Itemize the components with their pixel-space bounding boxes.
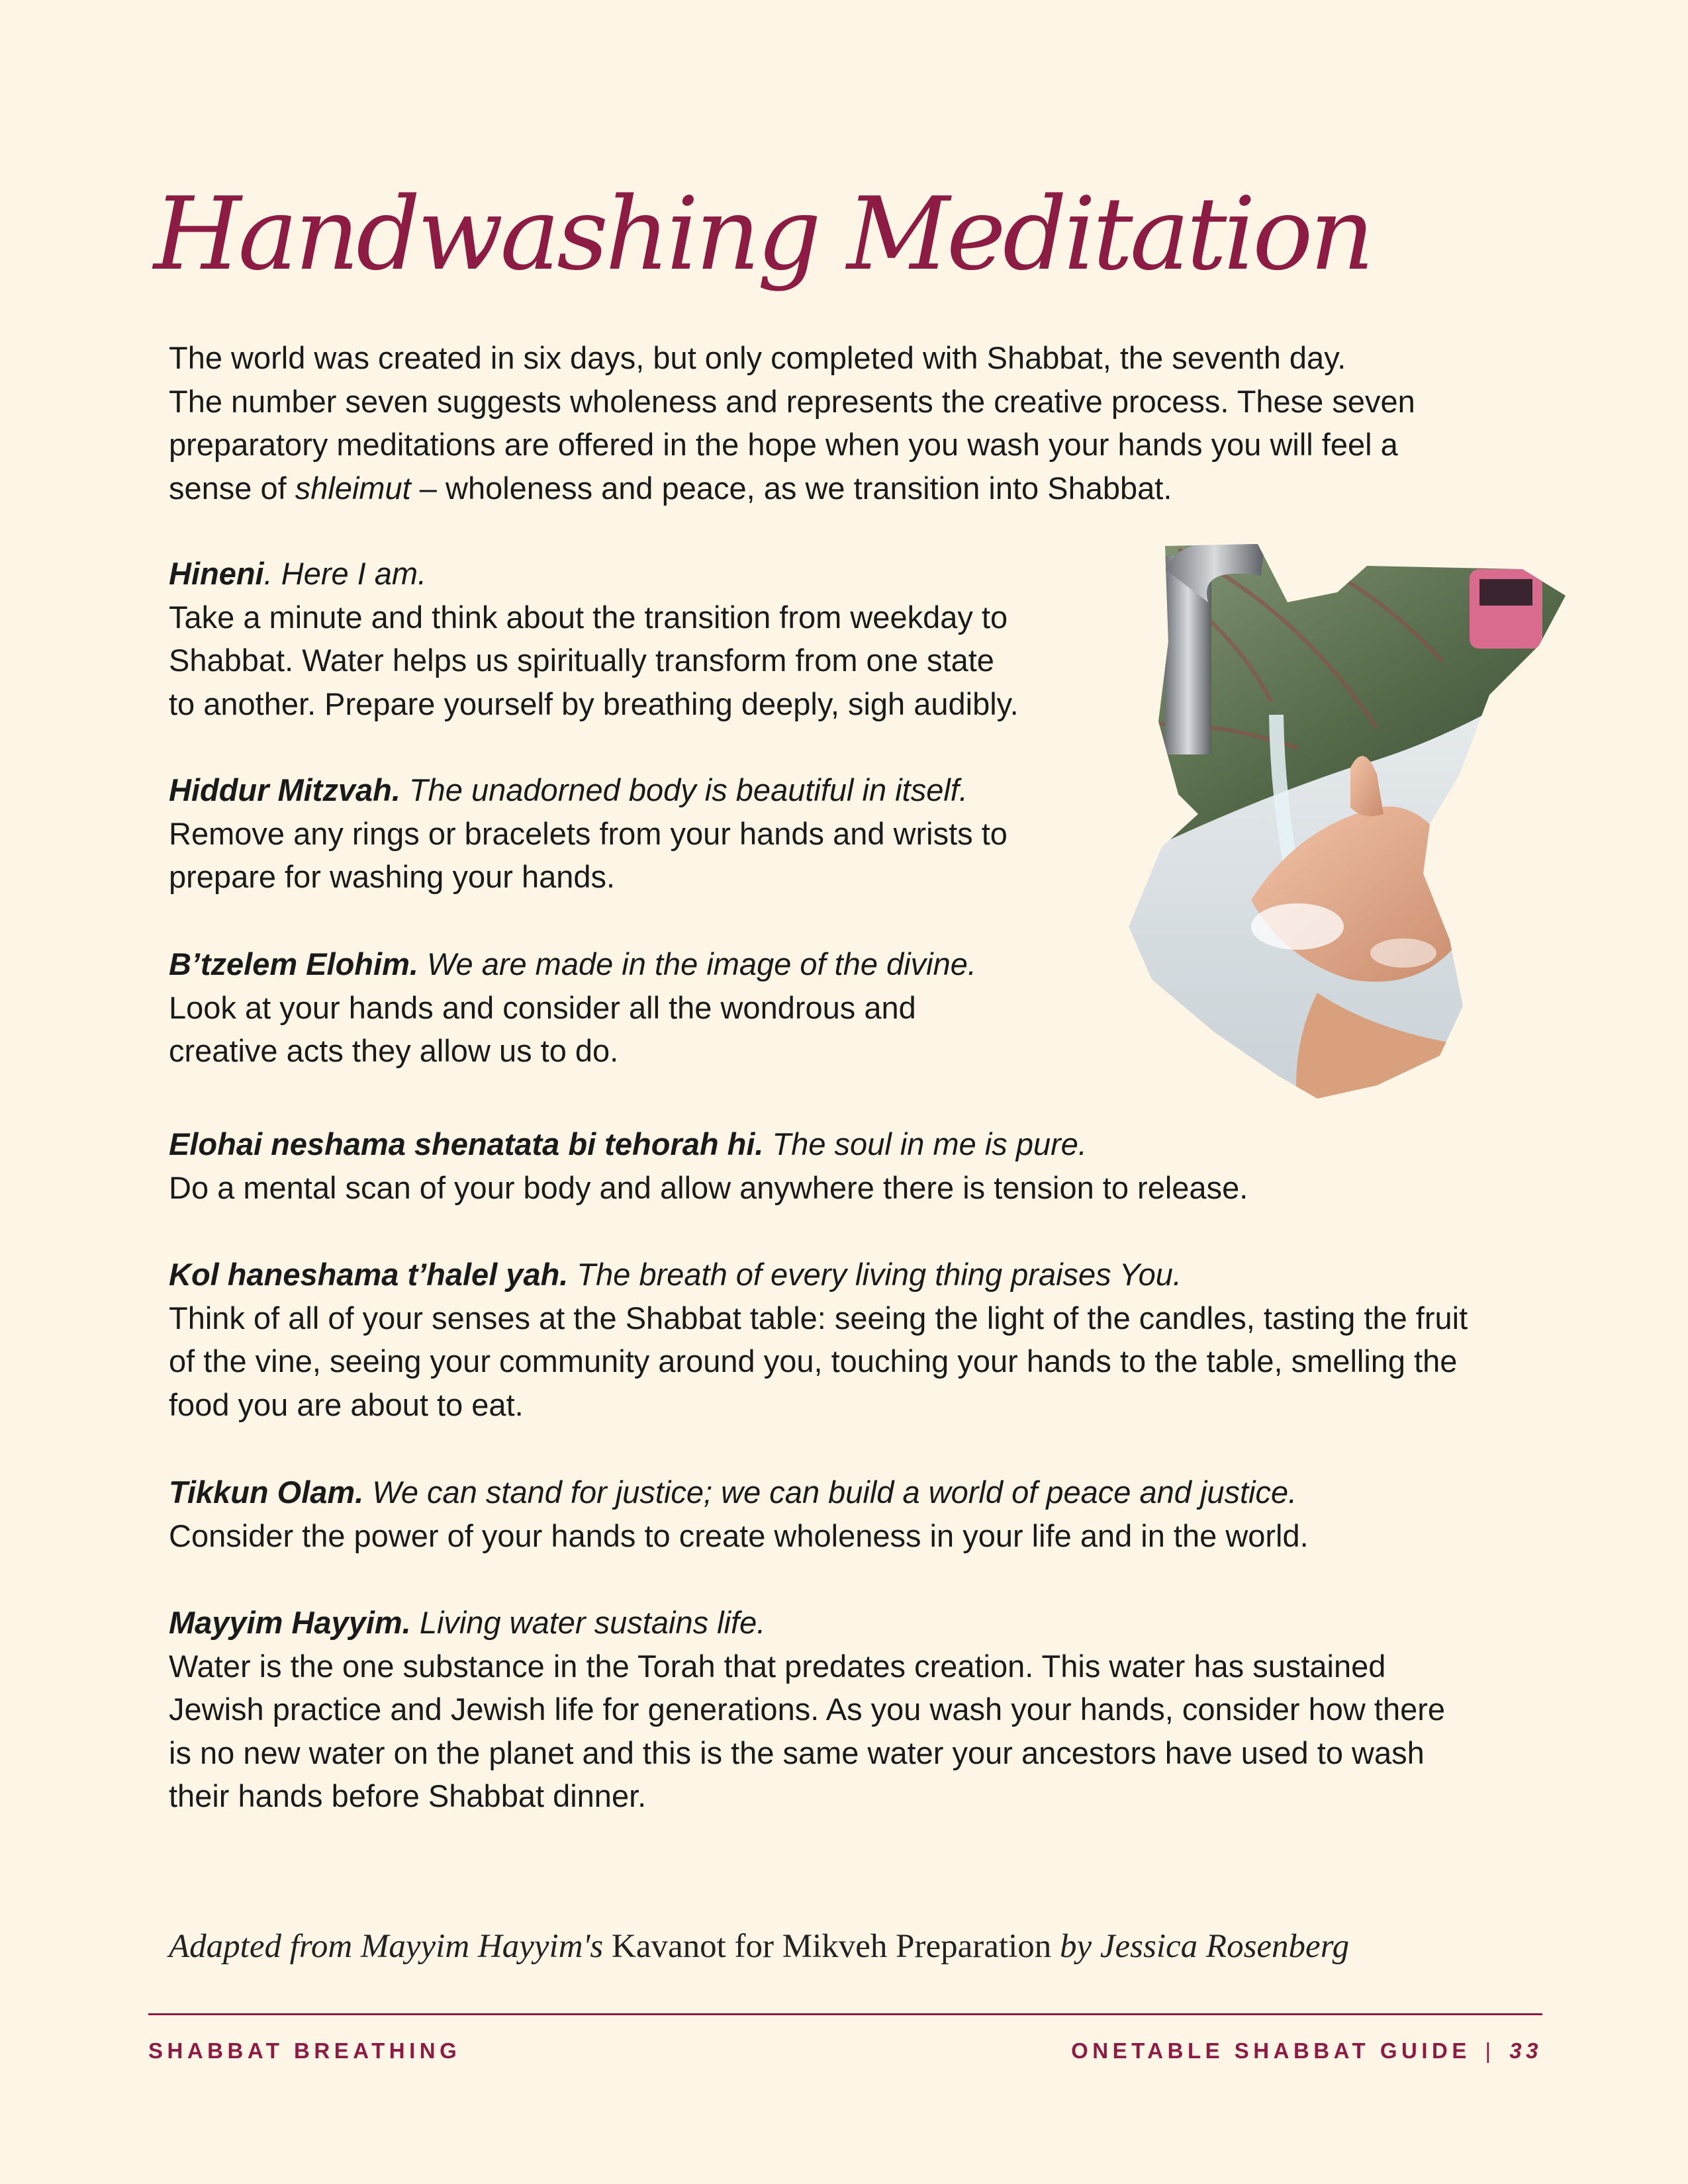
section-line: Think of all of your senses at the Shabbat table: seeing the light of the candles, tasting the fruit	[169, 1300, 1468, 1336]
section-lead	[169, 1122, 1248, 1166]
section-lead	[169, 1253, 1468, 1297]
meditation-tikkun-olam	[169, 1471, 1309, 1557]
page-title: Handwashing Meditation	[154, 175, 1372, 293]
footer-separator: |	[1485, 2038, 1495, 2063]
section-lead	[169, 1601, 1445, 1645]
section-term: Kol haneshama t’halel yah.	[169, 1257, 569, 1292]
section-line: to another. Prepare yourself by breathing deeply, sigh audibly.	[169, 686, 1019, 721]
section-line: Water is the one substance in the Torah that predates creation. This water has sustained	[169, 1648, 1386, 1684]
section-separator	[763, 1126, 772, 1161]
page-number: 33	[1509, 2038, 1542, 2063]
shleimut-term: shleimut	[295, 470, 411, 506]
section-lead	[169, 552, 1019, 596]
footer-section-name: SHABBAT BREATHING	[148, 2038, 461, 2063]
attribution-credit	[169, 1927, 1349, 1966]
intro-line: The number seven suggests wholeness and represents the creative process. These seven	[169, 383, 1415, 419]
credit-work: Kavanot for Mikveh Preparation	[603, 1928, 1060, 1965]
section-term: Hiddur Mitzvah.	[169, 772, 400, 807]
section-tagline: The unadorned body is beautiful in itself.	[408, 772, 968, 807]
credit-author: by Jessica Rosenberg	[1060, 1928, 1350, 1965]
section-line: Look at your hands and consider all the wondrous and	[169, 989, 916, 1025]
section-lead	[169, 1471, 1309, 1514]
section-separator: .	[263, 556, 281, 591]
section-line: Remove any rings or bracelets from your hands and wrists to	[169, 815, 1008, 851]
section-line: Take a minute and think about the transition from weekday to	[169, 599, 1008, 635]
section-line: Jewish practice and Jewish life for generations. As you wash your hands, consider how there	[169, 1692, 1446, 1727]
section-tagline: We are made in the image of the divine.	[426, 946, 976, 981]
intro-line: preparatory meditations are offered in the hope when you wash your hands you will feel a	[169, 427, 1398, 462]
section-term: Tikkun Olam.	[169, 1475, 364, 1510]
section-separator	[418, 946, 427, 981]
meditation-hiddur-mitzvah	[169, 768, 1008, 899]
meditation-hineni	[169, 552, 1019, 725]
intro-line-start: sense of	[169, 470, 295, 506]
section-term: Elohai neshama shenatata bi tehorah hi.	[169, 1126, 764, 1161]
section-separator	[411, 1605, 420, 1640]
section-lead	[169, 768, 1008, 812]
section-tagline: Here I am.	[281, 556, 427, 591]
section-line: their hands before Shabbat dinner.	[169, 1778, 647, 1813]
handwashing-photo	[1099, 529, 1642, 1112]
section-line: Do a mental scan of your body and allow anywhere there is tension to release.	[169, 1169, 1248, 1205]
footer-guide	[1071, 2038, 1542, 2064]
section-line: creative acts they allow us to do.	[169, 1033, 619, 1068]
section-term: Hineni	[169, 556, 264, 591]
section-tagline: The soul in me is pure.	[772, 1126, 1087, 1161]
section-term: B’tzelem Elohim.	[169, 946, 418, 981]
meditation-elohai-neshama	[169, 1122, 1248, 1209]
section-line: of the vine, seeing your community around you, touching your hands to the table, smelling the	[169, 1343, 1458, 1379]
section-separator	[400, 772, 409, 807]
credit-source: Adapted from Mayyim Hayyim's	[169, 1928, 604, 1965]
meditation-kol-haneshama	[169, 1253, 1468, 1426]
section-line: food you are about to eat.	[169, 1387, 524, 1422]
section-separator	[568, 1257, 577, 1292]
intro-paragraph	[169, 336, 1572, 510]
meditation-btzelem-elohim	[169, 942, 976, 1073]
section-line: prepare for washing your hands.	[169, 859, 616, 894]
section-tagline: Living water sustains life.	[419, 1605, 766, 1640]
intro-line-end: – wholeness and peace, as we transition into Shabbat.	[410, 470, 1172, 506]
section-line: Shabbat. Water helps us spiritually transform from one state	[169, 643, 994, 678]
section-line: is no new water on the planet and this is the same water your ancestors have used to wash	[169, 1735, 1425, 1770]
intro-line: The world was created in six days, but only completed with Shabbat, the seventh day.	[169, 340, 1346, 375]
footer-divider	[148, 2013, 1542, 2015]
footer-guide-title: ONETABLE SHABBAT GUIDE	[1071, 2038, 1471, 2063]
section-tagline: The breath of every living thing praises You.	[577, 1257, 1182, 1292]
section-lead	[169, 942, 976, 986]
section-tagline: We can stand for justice; we can build a world of peace and justice.	[372, 1475, 1297, 1510]
meditation-mayyim-hayyim	[169, 1601, 1445, 1818]
section-term: Mayyim Hayyim.	[169, 1605, 411, 1640]
section-separator	[363, 1475, 372, 1510]
section-line: Consider the power of your hands to create wholeness in your life and in the world.	[169, 1518, 1309, 1553]
